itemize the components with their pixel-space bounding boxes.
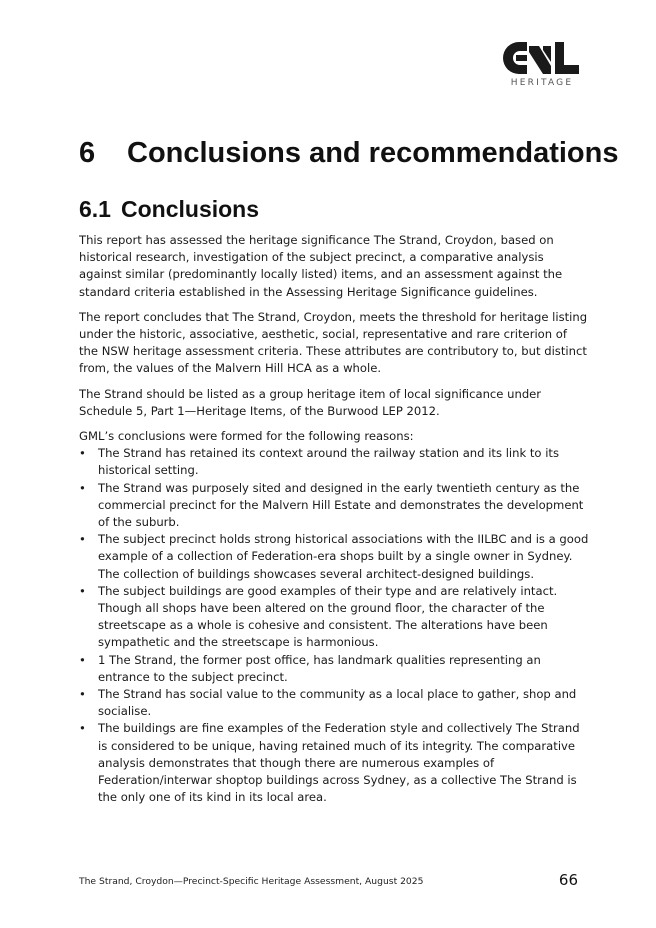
paragraph: The report concludes that The Strand, Croydon, meets the threshold for heritage listing under the historic, associative, aesthetic, social, representative and rare criterion of the NSW heritage assessment criteria. These attributes are contributory to, but distinct from, the values of the Malvern Hill HCA as a whole. bbox=[79, 309, 588, 376]
list-item: • The subject buildings are good examples of their type and are relatively intact. Though all shops have been altered on the ground floor, the character of the streetscape as a whole is cohesive and consistent. The alterations have been sympathetic and the streetscape is harmonious. bbox=[79, 583, 589, 652]
paragraph: GML’s conclusions were formed for the following reasons: bbox=[79, 429, 414, 444]
footer-text: The Strand, Croydon—Precinct-Specific Heritage Assessment, August 2025 bbox=[79, 876, 424, 887]
body-text bbox=[79, 232, 589, 807]
chapter-title: Conclusions and recommendations bbox=[127, 137, 619, 169]
section-title: Conclusions bbox=[121, 196, 260, 222]
paragraph: The Strand should be listed as a group heritage item of local significance under Schedule 5, Part 1—Heritage Items, of the Burwood LEP 2012. bbox=[79, 386, 542, 418]
chapter-heading bbox=[79, 137, 618, 170]
list-item: • The Strand has retained its context around the railway station and its link to its historical setting. bbox=[79, 445, 589, 479]
page-number: 66 bbox=[558, 871, 578, 889]
list-item: • The subject precinct holds strong historical associations with the IILBC and is a good example of a collection of Federation-era shops built by a single owner in Sydney. The collection of buildings showcases several architect-designed buildings. bbox=[79, 531, 589, 583]
list-item: • The buildings are fine examples of the Federation style and collectively The Strand is considered to be unique, having retained much of its integrity. The comparative analysis demonstrates that though there are numerous examples of Federation/interwar shoptop buildings across Sydney, as a collective The Strand is the only one of its kind in its local area. bbox=[79, 720, 589, 806]
list-item: • The Strand has social value to the community as a local place to gather, shop and socialise. bbox=[79, 686, 589, 720]
list-item: • The Strand was purposely sited and designed in the early twentieth century as the commercial precinct for the Malvern Hill Estate and demonstrates the development of the suburb. bbox=[79, 480, 589, 532]
section-number: 6.1 bbox=[79, 196, 111, 222]
chapter-number: 6 bbox=[79, 137, 96, 169]
reasons-list bbox=[79, 445, 589, 806]
logo-subtitle: HERITAGE bbox=[510, 78, 574, 88]
list-item: • 1 The Strand, the former post office, has landmark qualities representing an entrance to the subject precinct. bbox=[79, 652, 589, 686]
paragraph: This report has assessed the heritage significance The Strand, Croydon, based on historical research, investigation of the subject precinct, a comparative analysis against similar (predominantly locally listed) items, and an assessment against the standard criteria established in the Assessing Heritage Significance guidelines. bbox=[79, 233, 563, 299]
gml-logo-icon bbox=[503, 42, 579, 74]
section-heading bbox=[79, 196, 259, 223]
